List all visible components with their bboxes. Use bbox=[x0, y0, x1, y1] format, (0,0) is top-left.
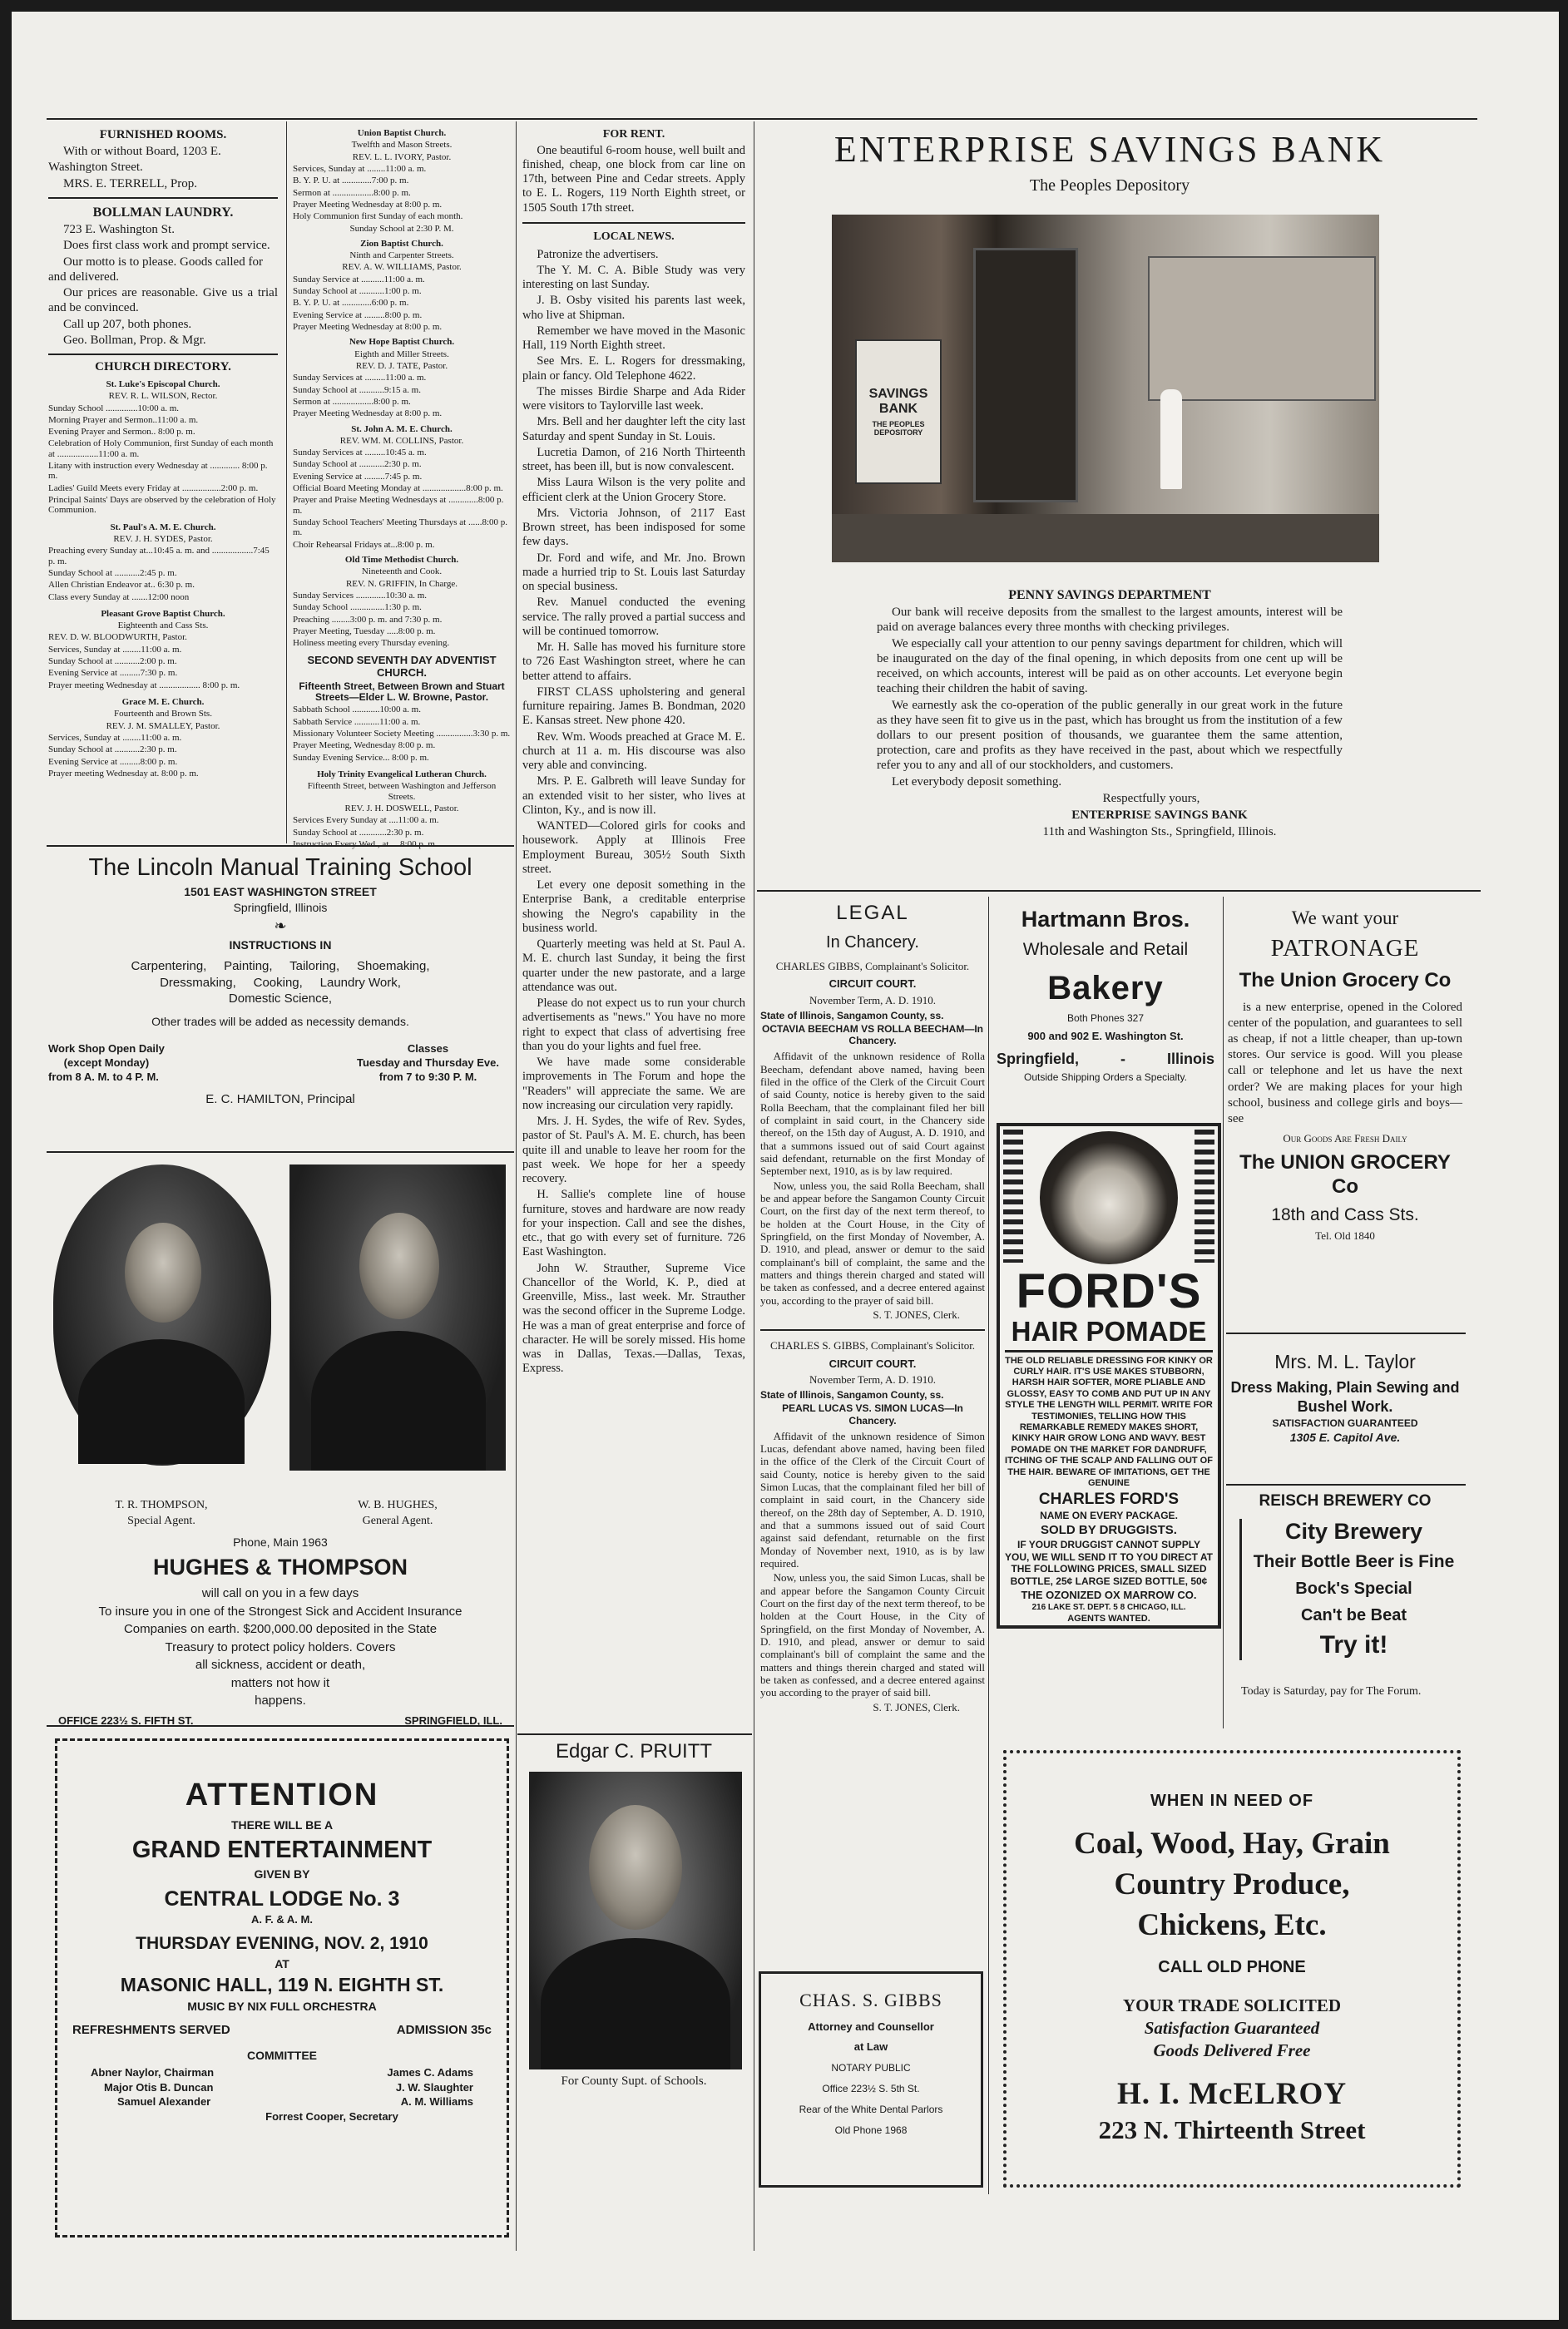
local-news-item: Mrs. J. H. Sydes, the wife of Rev. Sydes, pastor of St. Paul's A. M. E. church, has been quite ill and unable to leave her room for the past week. We hope for her a speedy recovery. bbox=[522, 1115, 745, 1186]
today-notice: Today is Saturday, pay for The Forum. bbox=[1241, 1685, 1422, 1698]
church-line: Prayer Meeting Wednesday at 8:00 p. m. bbox=[293, 199, 443, 210]
church-line: Sunday School Teachers' Meeting Thursdays at ......8:00 p. m. bbox=[293, 517, 508, 538]
church-line: Official Board Meeting Monday at ...................8:00 p. m. bbox=[293, 483, 503, 494]
church-line: Fourteenth and Brown Sts. bbox=[114, 709, 212, 719]
mcelroy-line: Country Produce, bbox=[1114, 1867, 1350, 1901]
church-line: Sunday Services .............10:30 a. m. bbox=[293, 590, 428, 601]
workshop-line: from 8 A. M. to 4 P. M. bbox=[48, 1071, 159, 1084]
church-line: Fifteenth Street, between Washington and Jefferson Streets. bbox=[307, 781, 497, 802]
local-news-list bbox=[522, 248, 745, 1377]
column-rule bbox=[286, 121, 287, 843]
union-grocery-ad bbox=[1228, 907, 1462, 1244]
lincoln-other: Other trades will be added as necessity demands. bbox=[151, 1015, 409, 1029]
furnished-heading: FURNISHED ROOMS. bbox=[99, 128, 227, 141]
pruitt-caption: For County Supt. of Schools. bbox=[561, 2074, 707, 2088]
fords-line: NAME ON EVERY PACKAGE. bbox=[1040, 1510, 1178, 1522]
bank-title: ENTERPRISE SAVINGS BANK bbox=[833, 129, 1386, 170]
church-line: Sunday School at ...........2:45 p. m. bbox=[48, 567, 177, 578]
local-news-item: Mrs. Bell and her daughter left the city last Saturday and spent Sunday in St. Louis. bbox=[522, 415, 745, 443]
legal-sub: In Chancery. bbox=[826, 933, 919, 952]
attention-line: A. F. & A. M. bbox=[251, 1913, 313, 1926]
reisch-title: REISCH BREWERY CO bbox=[1259, 1492, 1432, 1510]
church-line: Sabbath School ............10:00 a. m. bbox=[293, 705, 421, 715]
bank-signature: ENTERPRISE SAVINGS BANK bbox=[1071, 808, 1248, 823]
local-news-item: Rev. Wm. Woods preached at Grace M. E. church at 11 a. m. His discourse was also very able and convincing. bbox=[522, 729, 745, 773]
church-line: Services, Sunday at ........11:00 a. m. bbox=[293, 163, 427, 174]
legal-line: November Term, A. D. 1910. bbox=[809, 993, 936, 1006]
church-line: Sunday Services at .........11:00 a. m. bbox=[293, 373, 427, 383]
attention-line: GIVEN BY bbox=[254, 1867, 310, 1881]
church-line: Ladies' Guild Meets every Friday at .................2:00 p. m. bbox=[48, 482, 259, 493]
bank-address: 11th and Washington Sts., Springfield, Illinois. bbox=[1042, 825, 1277, 839]
legal-paragraph: Affidavit of the unknown residence of Rolla Beecham, defendant above named, having been filed in the office of the Clerk of the Circuit Court of said County, notice is hereby given to the said Rolla Beecham, that the complainant filed her bill of complaint in said court, in the Chancery side thereof, on the 15th day of August, A. D. 1910, and that a summons issued out of said Court against said defendant, returnable on the first Monday of September next, 1910, as is by law required. bbox=[760, 1050, 985, 1178]
church-name: St. John A. M. E. Church. bbox=[351, 423, 453, 434]
lincoln-address: 1501 EAST WASHINGTON STREET bbox=[184, 885, 377, 899]
church-line: Choir Rehearsal Fridays at...8:00 p. m. bbox=[293, 539, 435, 550]
church-line: Sunday School at 2:30 P. M. bbox=[349, 223, 454, 234]
attention-ad bbox=[55, 1738, 509, 2238]
ornament-icon: ❧ bbox=[274, 917, 287, 935]
church-line: Evening Service at .........8:00 p. m. bbox=[48, 756, 178, 767]
local-news-item: John W. Strauther, Supreme Vice Chancellor of the World, K. P., died at Greenville, Miss., last week. Mr. Strauther was the second officer in the Supreme Lodge. He was a man of great enterprise and force of character. He will be sorely missed. His home was in Dallas, Texas.—Dallas, Texas, Express. bbox=[522, 1261, 745, 1376]
fords-agents: AGENTS WANTED. bbox=[1067, 1613, 1150, 1624]
church-line: Preaching ........3:00 p. m. and 7:30 p. m. bbox=[293, 614, 443, 625]
taylor-line: SATISFACTION GUARANTEED bbox=[1272, 1417, 1418, 1430]
mcelroy-line: Chickens, Etc. bbox=[1137, 1908, 1327, 1942]
section-rule bbox=[47, 1151, 514, 1153]
mcelroy-line: CALL OLD PHONE bbox=[1158, 1958, 1306, 1976]
furnished-line: Washington Street. bbox=[48, 161, 143, 175]
mcelroy-name: H. I. McELROY bbox=[1116, 2077, 1348, 2111]
fords-subtitle: HAIR POMADE bbox=[1011, 1316, 1207, 1347]
church-name: New Hope Baptist Church. bbox=[349, 337, 455, 348]
committee-member: James C. Adams bbox=[387, 2066, 473, 2079]
laundry-line: Geo. Bollman, Prop. & Mgr. bbox=[63, 334, 206, 348]
church-name: Old Time Methodist Church. bbox=[344, 554, 459, 565]
mcelroy-ad bbox=[1003, 1750, 1461, 2188]
hughes-line: will call on you in a few days bbox=[201, 1586, 359, 1601]
legal-line: CHARLES S. GIBBS, Complainant's Solicitor. bbox=[769, 1339, 976, 1352]
church-line: Services Every Sunday at ....11:00 a. m. bbox=[293, 815, 439, 826]
enterprise-bank-ad bbox=[760, 128, 1459, 198]
workshop-line: Work Shop Open Daily bbox=[48, 1041, 165, 1055]
church-line: Eighteenth and Cass Sts. bbox=[117, 621, 209, 631]
agent-title: General Agent. bbox=[362, 1514, 433, 1527]
photo-sign: SAVINGS BANK bbox=[868, 387, 928, 416]
fords-brand: CHARLES FORD'S bbox=[1038, 1490, 1180, 1508]
local-news-item: Quarterly meeting was held at St. Paul A. M. E. church last Sunday, it being the first quarter under the new pastorate, and a large attendance was out. bbox=[522, 937, 745, 994]
legal-clerk: S. T. JONES, Clerk. bbox=[873, 1308, 960, 1321]
church-name: Union Baptist Church. bbox=[357, 128, 447, 138]
column-3 bbox=[522, 128, 745, 1378]
thompson-caption bbox=[62, 1499, 261, 1530]
church-line: Sunday School at ...........9:15 a. m. bbox=[293, 384, 421, 395]
church-line: Prayer Meeting, Wednesday 8:00 p. m. bbox=[293, 740, 436, 751]
attention-line: THURSDAY EVENING, NOV. 2, 1910 bbox=[136, 1934, 428, 1953]
church-line: Sunday School at ...........2:00 p. m. bbox=[48, 656, 177, 667]
union-tel: Tel. Old 1840 bbox=[1315, 1229, 1375, 1242]
local-news-item: We have made some considerable improvements in The Forum and hope the "Readers" will appreciate the same. We are now increasing our circulation very rapidly. bbox=[522, 1056, 745, 1112]
hughes-phone: Phone, Main 1963 bbox=[233, 1535, 328, 1549]
hartmann-line: Wholesale and Retail bbox=[1022, 939, 1189, 959]
forrent-heading: FOR RENT. bbox=[602, 128, 665, 141]
mcelroy-address: 223 N. Thirteenth Street bbox=[1098, 2115, 1366, 2144]
legal-line: OCTAVIA BEECHAM VS ROLLA BEECHAM—In Chancery. bbox=[762, 1023, 983, 1047]
hughes-caption bbox=[298, 1499, 497, 1530]
bank-paragraph: We earnestly ask the co-operation of the public generally in our great work in the future as they have seen fit to give us in the past, which has brought us from the institution of a few dollars to our present position of thousands, we guarantee them the same attention, protection, care and profits as they have received in the past, about which we respectfully refer you to any and all of our stockholders, and customers. bbox=[877, 699, 1343, 773]
lincoln-subjects: Dressmaking, Cooking, Laundry Work, bbox=[160, 975, 401, 990]
church-line: Principal Saints' Days are observed by the celebration of Holy Communion. bbox=[48, 495, 276, 516]
hartmann-line: Outside Shipping Orders a Specialty. bbox=[1024, 1071, 1187, 1084]
church-line: Allen Christian Endeavor at.. 6:30 p. m. bbox=[48, 580, 195, 591]
church-line: Prayer Meeting, Tuesday .....8:00 p. m. bbox=[293, 626, 436, 636]
church-line: Instruction Every Wed., at.....8:00 p. m. bbox=[293, 838, 438, 849]
section-rule bbox=[47, 845, 514, 847]
mcelroy-line: Goods Delivered Free bbox=[1153, 2040, 1311, 2060]
church-name: Zion Baptist Church. bbox=[360, 238, 443, 249]
fords-pomade-ad bbox=[997, 1123, 1221, 1629]
local-news-item: The misses Birdie Sharpe and Ada Rider were visitors to Taylorville last week. bbox=[522, 384, 745, 413]
hartmann-bakery: Bakery bbox=[1047, 969, 1164, 1006]
church-line: B. Y. P. U. at .............6:00 p. m. bbox=[293, 298, 409, 309]
legal-column bbox=[760, 902, 985, 1715]
hughes-line: matters not how it bbox=[230, 1675, 330, 1690]
lincoln-principal: E. C. HAMILTON, Principal bbox=[205, 1091, 355, 1106]
union-line: We want your bbox=[1291, 907, 1399, 928]
committee-member: Major Otis B. Duncan bbox=[104, 2080, 214, 2094]
furnished-line: With or without Board, 1203 E. bbox=[63, 144, 221, 158]
hughes-line: Treasury to protect policy holders. Covers bbox=[165, 1639, 396, 1654]
church-line: Sunday Services at .........10:45 a. m. bbox=[293, 448, 427, 458]
church-line: Sunday School at ............2:30 p. m. bbox=[293, 827, 424, 838]
reisch-line: Bock's Special bbox=[1295, 1580, 1412, 1599]
church-line: Sunday School ..............10:00 a. m. bbox=[48, 403, 180, 413]
hartmann-city: Springfield, bbox=[997, 1050, 1079, 1067]
legal-title: LEGAL bbox=[836, 902, 909, 924]
hartmann-line: 900 and 902 E. Washington St. bbox=[1027, 1029, 1184, 1042]
column-rule bbox=[988, 897, 989, 2194]
committee-heading: COMMITTEE bbox=[247, 2049, 317, 2062]
church-line: Sermon at ..................8:00 p. m. bbox=[293, 187, 411, 198]
church-line: REV. J. H. DOSWELL, Pastor. bbox=[344, 803, 459, 813]
gibbs-line: NOTARY PUBLIC bbox=[831, 2062, 911, 2074]
reisch-line: Try it! bbox=[1319, 1631, 1388, 1659]
gibbs-line: at Law bbox=[853, 2040, 888, 2053]
agent-name: T. R. THOMPSON, bbox=[115, 1499, 208, 1511]
hartmann-state: Illinois bbox=[1166, 1050, 1214, 1067]
forrent-text: One beautiful 6-room house, well built and finished, cheap, one block from car line on 17th, between Pine and Cedar streets. Apply to E. L. Rogers, 119 North Eighth street, or 1505 South 17th street. bbox=[522, 143, 745, 215]
church-line: Fifteenth Street, Between Brown and Stuart Streets—Elder L. W. Browne, Pastor. bbox=[299, 680, 505, 703]
church-line: Prayer meeting Wednesday at .................. 8:00 p. m. bbox=[48, 680, 240, 690]
gibbs-card bbox=[759, 1971, 983, 2188]
local-news-item: Mrs. Victoria Johnson, of 2117 East Brown street, has been indisposed for some few days. bbox=[522, 506, 745, 549]
local-news-item: See Mrs. E. L. Rogers for dressmaking, plain or fancy. Old Telephone 4622. bbox=[522, 354, 745, 383]
bank-paragraph: We especially call your attention to our penny savings department for children, which will be inaugurated on the day of the final opening, in which deposits from one cent up will be received, on which accounts, interest will be paid as on other accounts. Let everyone begin teaching their children the habit of saving. bbox=[877, 637, 1343, 696]
church-line: Twelfth and Mason Streets. bbox=[351, 140, 453, 151]
church-line: Holy Communion first Sunday of each month. bbox=[293, 211, 463, 222]
hughes-office: OFFICE 223½ S. FIFTH ST. bbox=[58, 1713, 194, 1727]
fords-line: IF YOUR DRUGGIST CANNOT SUPPLY YOU, WE WILL SEND IT TO YOU DIRECT AT THE FOLLOWING PRICES, SMALL SIZED BOTTLE, 25¢ LARGE SIZED BOTTLE, 50¢ bbox=[1005, 1539, 1214, 1587]
classes-line: Classes bbox=[407, 1041, 449, 1055]
column-rule bbox=[516, 121, 517, 2251]
furnished-rooms-ad bbox=[48, 128, 278, 192]
church-line: REV. J. M. SMALLEY, Pastor. bbox=[106, 720, 220, 731]
legal-line: November Term, A. D. 1910. bbox=[809, 1372, 936, 1386]
church-line: REV. N. GRIFFIN, In Charge. bbox=[345, 578, 458, 589]
reisch-line: Can't be Beat bbox=[1300, 1605, 1407, 1624]
local-news-item: Remember we have moved in the Masonic Hall, 119 North Eighth street. bbox=[522, 324, 745, 353]
church-name: St. Luke's Episcopal Church. bbox=[106, 378, 220, 389]
mcelroy-line: Satisfaction Guaranteed bbox=[1144, 2018, 1320, 2038]
attention-line: MUSIC BY NIX FULL ORCHESTRA bbox=[187, 2000, 377, 2013]
local-news-item: H. Sallie's complete line of house furniture, stoves and hardware are now ready for your inspection. Call and see the dishes, etc., that go with every set of furniture. 726 East Washington. bbox=[522, 1188, 745, 1259]
committee-member: A. M. Williams bbox=[400, 2095, 473, 2109]
refreshments: REFRESHMENTS SERVED bbox=[72, 2023, 230, 2037]
lincoln-subjects: Domestic Science, bbox=[228, 991, 333, 1006]
church-line: Sunday School at ...........2:30 p. m. bbox=[48, 744, 177, 755]
church-line: Celebration of Holy Communion, first Sunday of each month at ..................11:00 a. m. bbox=[48, 438, 274, 459]
church-line: Sermon at ..................8:00 p. m. bbox=[293, 396, 411, 407]
pruitt-name: Edgar C. PRUITT bbox=[555, 1740, 713, 1763]
section-rule bbox=[757, 890, 1481, 892]
section-rule bbox=[1226, 1484, 1466, 1486]
photo-sign: THE PEOPLES DEPOSITORY bbox=[872, 420, 925, 437]
workshop-line: (except Monday) bbox=[63, 1056, 150, 1069]
column-rule bbox=[1223, 897, 1224, 1728]
furnished-line: MRS. E. TERRELL, Prop. bbox=[63, 177, 197, 191]
agent-title: Special Agent. bbox=[127, 1514, 195, 1527]
lincoln-subjects: Carpentering, Painting, Tailoring, Shoemaking, bbox=[131, 959, 430, 973]
local-news-item: Please do not expect us to run your church advertisements as "news." You have no more right to expect that class of advertising free than you do your lights and fuel free. bbox=[522, 996, 745, 1053]
attention-line: CENTRAL LODGE No. 3 bbox=[164, 1887, 400, 1911]
committee-member: J. W. Slaughter bbox=[395, 2080, 473, 2094]
reisch-line: City Brewery bbox=[1284, 1519, 1423, 1545]
church-line: Eighth and Miller Streets. bbox=[354, 349, 449, 359]
laundry-line: Our motto is to please. Goods called for and delivered. bbox=[48, 255, 263, 284]
church-line: Services, Sunday at ........11:00 a. m. bbox=[48, 732, 182, 743]
fords-address: 216 LAKE ST. DEPT. 5 8 CHICAGO, ILL. bbox=[1031, 1602, 1186, 1612]
local-news-item: Rev. Manuel conducted the evening service. The rally proved a partial success and will be continued tomorrow. bbox=[522, 596, 745, 638]
church-line: B. Y. P. U. at .............7:00 p. m. bbox=[293, 176, 409, 186]
gibbs-line: Rear of the White Dental Parlors bbox=[799, 2104, 943, 2115]
laundry-line: Call up 207, both phones. bbox=[63, 317, 192, 331]
local-news-heading: LOCAL NEWS. bbox=[593, 230, 675, 243]
church-line: Sunday School ...............1:30 p. m. bbox=[293, 602, 422, 613]
church-line: REV. L. L. IVORY, Pastor. bbox=[352, 151, 452, 162]
lincoln-school-ad bbox=[48, 853, 512, 1108]
church-line: Sunday School at ...........1:00 p. m. bbox=[293, 286, 422, 297]
directory-heading: CHURCH DIRECTORY. bbox=[95, 360, 231, 374]
bank-paragraph: Our bank will receive deposits from the smallest to the largest amounts, interest will be paid on average balances every three months with checking privileges. bbox=[877, 606, 1343, 635]
hughes-city: SPRINGFIELD, ILL. bbox=[404, 1713, 502, 1727]
legal-clerk: S. T. JONES, Clerk. bbox=[873, 1700, 960, 1713]
church-name: St. Paul's A. M. E. Church. bbox=[110, 522, 216, 532]
church-line: Nineteenth and Cook. bbox=[361, 566, 443, 577]
hughes-line: To insure you in one of the Strongest Sick and Accident Insurance bbox=[98, 1604, 462, 1619]
taylor-ad bbox=[1228, 1351, 1462, 1446]
church-line: Class every Sunday at .......12:00 noon bbox=[48, 591, 190, 602]
section-rule bbox=[517, 1733, 752, 1735]
church-line: REV. D. W. BLOODWURTH, Pastor. bbox=[48, 632, 187, 643]
church-line: Holiness meeting every Thursday evening. bbox=[293, 638, 450, 649]
attention-line: AT bbox=[275, 1957, 289, 1971]
taylor-line: Dress Making, Plain Sewing and Bushel Work. bbox=[1230, 1379, 1460, 1415]
church-directory bbox=[48, 360, 278, 779]
attention-line: GRAND ENTERTAINMENT bbox=[131, 1837, 433, 1863]
hughes-portrait bbox=[289, 1164, 506, 1471]
legal-line: CIRCUIT COURT. bbox=[829, 1357, 917, 1370]
hughes-line: Companies on earth. $200,000.00 deposited in the State bbox=[123, 1622, 438, 1637]
bank-paragraph: Let everybody deposit something. bbox=[892, 775, 1062, 789]
church-line: Ninth and Carpenter Streets. bbox=[349, 250, 454, 261]
gibbs-name: CHAS. S. GIBBS bbox=[799, 1990, 942, 2010]
church-line: Evening Prayer and Sermon.. 8:00 p. m. bbox=[48, 427, 195, 438]
church-line: Sunday Evening Service... 8:00 p. m. bbox=[293, 752, 429, 763]
union-fresh: Our Goods Are Fresh Daily bbox=[1283, 1132, 1407, 1145]
local-news-item: Lucretia Damon, of 216 North Thirteenth street, has been ill, but is now convalescent. bbox=[522, 445, 745, 474]
classes-line: Tuesday and Thursday Eve. bbox=[357, 1056, 499, 1069]
laundry-line: Does first class work and prompt service. bbox=[63, 239, 270, 253]
church-line: Prayer and Praise Meeting Wednesdays at .............8:00 p. m. bbox=[293, 495, 504, 516]
church-line: Prayer Meeting Wednesday at 8:00 p. m. bbox=[293, 322, 443, 332]
church-line: Litany with instruction every Wednesday at ............. 8:00 p. m. bbox=[48, 461, 268, 482]
section-rule bbox=[1226, 1333, 1466, 1334]
church-line: Evening Service at .........8:00 p. m. bbox=[293, 309, 423, 320]
church-name: Pleasant Grove Baptist Church. bbox=[101, 608, 225, 619]
local-news-item: Dr. Ford and wife, and Mr. Jno. Brown made a hurried trip to St. Louis last Saturday on special business. bbox=[522, 551, 745, 594]
church-line: Prayer meeting Wednesday at. 8:00 p. m. bbox=[48, 768, 199, 779]
bank-storefront-photo bbox=[832, 215, 1379, 562]
column-1 bbox=[48, 128, 278, 780]
church-line: Sunday Service at ..........11:00 a. m. bbox=[293, 274, 425, 284]
fords-company: THE OZONIZED OX MARROW CO. bbox=[1021, 1588, 1197, 1601]
church-line: REV. WM. M. COLLINS, Pastor. bbox=[339, 435, 464, 446]
fords-title: FORD'S bbox=[1016, 1264, 1202, 1318]
hughes-title: HUGHES & THOMPSON bbox=[152, 1554, 408, 1580]
church-line: REV. R. L. WILSON, Rector. bbox=[108, 391, 218, 402]
local-news-item: WANTED—Colored girls for cooks and housework. Apply at Illinois Free Employment Bureau, 305½ South Sixth street. bbox=[522, 819, 745, 876]
legal-line: PEARL LUCAS VS. SIMON LUCAS—In Chancery. bbox=[782, 1402, 963, 1427]
legal-paragraph: Affidavit of the unknown residence of Simon Lucas, defendant above named, having been filed in the office of the Clerk of the Circuit Court of said County, notice is hereby given to the said Simon Lucas, that the complainant filed her bill of complaint in said court, in the Chancery side thereof, on the 28th day of September, A. D. 1910, and that a summons issued out of said Court against said defendant, returnable on the first Monday of November next, 1910, as is by law required. bbox=[760, 1429, 985, 1570]
bank-subtitle: The Peoples Depository bbox=[1029, 176, 1190, 195]
church-name: SECOND SEVENTH DAY ADVENTIST CHURCH. bbox=[307, 654, 497, 679]
section-rule bbox=[47, 1725, 514, 1727]
local-news-item: Let every one deposit something in the Enterprise Bank, a creditable enterprise showing the Negro's capability in the business world. bbox=[522, 878, 745, 935]
union-address: 18th and Cass Sts. bbox=[1271, 1205, 1419, 1225]
mcelroy-line: YOUR TRADE SOLICITED bbox=[1122, 1995, 1342, 2015]
church-line: Preaching every Sunday at...10:45 a. m. and ..................7:45 p. m. bbox=[48, 546, 270, 566]
hughes-line: happens. bbox=[255, 1694, 306, 1708]
church-line: Missionary Volunteer Society Meeting ................3:30 p. m. bbox=[293, 729, 511, 739]
taylor-line: 1305 E. Capitol Ave. bbox=[1289, 1431, 1401, 1445]
local-news-item: Miss Laura Wilson is the very polite and efficient clerk at the Union Grocery Store. bbox=[522, 476, 745, 504]
hughes-thompson-ad bbox=[48, 1535, 512, 1727]
union-body: is a new enterprise, opened in the Colored center of the population, and guarantees to sell as cheap, if not a little cheaper, than up-town stores. Our service is good. Will you please call or telephone and let us have the next order? We are making places for your high school, business and college girls and boys—see bbox=[1228, 1000, 1462, 1125]
local-news-item: Mrs. P. E. Galbreth will leave Sunday for an extended visit to her sister, who lives at Clinton, Ky., and is now ill. bbox=[522, 774, 745, 817]
church-line: REV. D. J. TATE, Pastor. bbox=[355, 360, 448, 371]
agent-name: W. B. HUGHES, bbox=[358, 1499, 438, 1511]
mcelroy-line: Coal, Wood, Hay, Grain bbox=[1074, 1827, 1390, 1861]
lincoln-city: Springfield, Illinois bbox=[233, 900, 328, 914]
church-line: Sabbath Service ...........11:00 a. m. bbox=[293, 716, 421, 727]
classes-line: from 7 to 9:30 P. M. bbox=[378, 1071, 477, 1084]
column-2 bbox=[293, 128, 511, 851]
church-line: REV. J. H. SYDES, Pastor. bbox=[113, 533, 213, 544]
local-news-item: FIRST CLASS upholstering and general furniture repairing. James B. Bondman, 2020 E. Kansas street. New phone 420. bbox=[522, 685, 745, 728]
legal-line: CIRCUIT COURT. bbox=[829, 977, 917, 991]
gibbs-line: Old Phone 1968 bbox=[834, 2124, 908, 2136]
reisch-line: Their Bottle Beer is Fine bbox=[1253, 1552, 1455, 1572]
hughes-line: all sickness, accident or death, bbox=[195, 1658, 366, 1673]
legal-paragraph: Now, unless you, the said Rolla Beecham, shall be and appear before the Sangamon County Circuit Court, on the first day of the next term thereof, to be holden at the Court House, in the City of Springfield, on the first Monday of November, A. D. 1910, and plead, answer or demur to the said complainant's bill of complaint, the same and the matters and things therein charged and stated will be taken as confessed, and a decree entered against you, according to the prayer of said bill. bbox=[760, 1179, 985, 1307]
local-news-item: J. B. Osby visited his parents last week, who live at Shipman. bbox=[522, 294, 745, 322]
church-line: Evening Service at .........7:45 p. m. bbox=[293, 471, 423, 482]
attention-line: THERE WILL BE A bbox=[230, 1818, 334, 1832]
union-name-2: The UNION GROCERY Co bbox=[1239, 1151, 1451, 1198]
union-patronage: PATRONAGE bbox=[1270, 935, 1420, 962]
gibbs-line: Attorney and Counsellor bbox=[808, 2020, 934, 2033]
union-name: The Union Grocery Co bbox=[1239, 969, 1452, 992]
bank-closing: Respectfully yours, bbox=[1102, 792, 1200, 806]
hartmann-ad: Hartmann Bros. Wholesale and Retail Bakery Both Phones 327 900 and 902 E. Washington St. Springfield, - Illinois Outside Shipping Orders a Specialty. bbox=[993, 907, 1218, 1085]
laundry-line: 723 E. Washington St. bbox=[63, 222, 175, 236]
local-news-item: Mr. H. Salle has moved his furniture store to 726 East Washington street, where he can better attend to affairs. bbox=[522, 640, 745, 683]
church-line: Evening Service at .........7:30 p. m. bbox=[48, 668, 178, 679]
church-line: Sunday School at ...........2:30 p. m. bbox=[293, 459, 422, 470]
local-news-item: Patronize the advertisers. bbox=[537, 247, 659, 261]
attention-line: MASONIC HALL, 119 N. EIGHTH ST. bbox=[120, 1974, 444, 1995]
admission: ADMISSION 35c bbox=[396, 2023, 492, 2037]
church-line: Morning Prayer and Sermon..11:00 a. m. bbox=[48, 414, 199, 425]
legal-line: State of Illinois, Sangamon County, ss. bbox=[760, 1009, 944, 1021]
committee-member: Samuel Alexander bbox=[117, 2095, 211, 2109]
church-name: Grace M. E. Church. bbox=[121, 697, 205, 708]
bank-heading: PENNY SAVINGS DEPARTMENT bbox=[1008, 588, 1211, 602]
local-news-item: The Y. M. C. A. Bible Study was very interesting on last Sunday. bbox=[522, 263, 745, 292]
lincoln-instr: INSTRUCTIONS IN bbox=[229, 938, 332, 952]
woman-portrait-icon bbox=[1040, 1131, 1178, 1264]
thompson-portrait bbox=[53, 1164, 271, 1466]
bollman-laundry-ad bbox=[48, 205, 278, 349]
mcelroy-line: WHEN IN NEED OF bbox=[1150, 1792, 1314, 1810]
hartmann-title: Hartmann Bros. bbox=[1021, 907, 1190, 932]
church-line: REV. A. W. WILLIAMS, Pastor. bbox=[342, 262, 462, 273]
committee-member: Forrest Cooper, Secretary bbox=[265, 2109, 398, 2123]
pruitt-portrait bbox=[529, 1772, 742, 2069]
laundry-line: Our prices are reasonable. Give us a trial and be convinced. bbox=[48, 286, 278, 315]
committee-member: Abner Naylor, Chairman bbox=[91, 2066, 215, 2079]
hartmann-line: Both Phones 327 bbox=[1066, 1011, 1145, 1024]
bank-text bbox=[877, 587, 1343, 841]
church-line: Services, Sunday at ........11:00 a. m. bbox=[48, 644, 182, 655]
taylor-name: Mrs. M. L. Taylor bbox=[1274, 1351, 1416, 1372]
lincoln-title: The Lincoln Manual Training School bbox=[88, 854, 472, 881]
fords-body: THE OLD RELIABLE DRESSING FOR KINKY OR CURLY HAIR. IT'S USE MAKES STUBBORN, HARSH HAIR SOFTER, MORE PLIABLE AND GLOSSY, EASY TO COMB AND PUT UP IN ANY STYLE THE LENGTH WILL PERMIT. WRITE FOR TESTIMONIES, TELLING HOW THIS REMARKABLE REMEDY MAKES SHORT, KINKY HAIR GROW LONG AND WAVY. BEST POMADE ON THE MARKET FOR DANDRUFF, ITCHING OF THE SCALP AND FALLING OUT OF THE HAIR. BEWARE OF IMITATIONS, GET THE GENUINE bbox=[1005, 1355, 1213, 1489]
legal-line: CHARLES GIBBS, Complainant's Solicitor. bbox=[775, 959, 970, 972]
church-name: Holy Trinity Evangelical Lutheran Church. bbox=[317, 769, 487, 779]
legal-line: State of Illinois, Sangamon County, ss. bbox=[760, 1389, 944, 1402]
reisch-brewery-ad bbox=[1228, 1492, 1462, 1662]
newspaper-page bbox=[12, 12, 1559, 2320]
gibbs-line: Office 223½ S. 5th St. bbox=[822, 2083, 920, 2094]
church-line: Prayer Meeting Wednesday at 8:00 p. m. bbox=[293, 408, 443, 419]
laundry-heading: BOLLMAN LAUNDRY. bbox=[92, 205, 234, 220]
top-rule bbox=[47, 118, 1477, 120]
fords-line: SOLD BY DRUGGISTS. bbox=[1041, 1523, 1177, 1538]
attention-title: ATTENTION bbox=[185, 1778, 379, 1812]
legal-paragraph: Now, unless you, the said Simon Lucas, shall be and appear before the Sangamon County Circuit Court on the first day of the next term thereof, to be holden at the Court House, in the City of Springfield, on the first Monday of November, A. D. 1910, and plead, answer or demur to said complainant's bill of complaint the same and the matters and things therein charged and stated will be taken as confessed, and a decree entered against you according to the prayer of said bill. bbox=[760, 1571, 985, 1699]
